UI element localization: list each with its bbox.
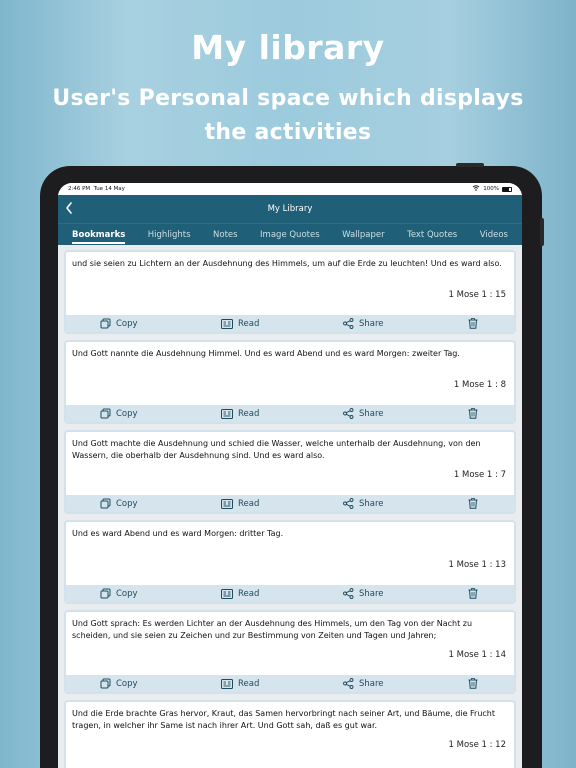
verse-text: Und Gott sprach: Es werden Lichter an der Ausdehnung des Himmels, um den Tag von der Nacht zu scheiden, und sie seien zu Zeichen und zur Bestimmung von Zeiten und Tagen und Jahren; <box>72 619 473 640</box>
read-icon <box>221 409 233 419</box>
hero-subtitle: User's Personal space which displays the activities <box>52 86 524 145</box>
status-time: 2:46 PM <box>68 186 91 192</box>
verse-reference: 1 Mose 1 : 15 <box>448 290 506 300</box>
trash-icon <box>468 498 478 509</box>
device-side-button <box>540 218 544 246</box>
copy-icon <box>100 498 111 509</box>
status-date: Tue 14 May <box>93 186 125 192</box>
bookmark-card <box>64 340 516 424</box>
back-chevron-icon[interactable] <box>64 200 78 218</box>
copy-button[interactable] <box>100 587 138 600</box>
trash-icon <box>468 588 478 599</box>
share-button[interactable] <box>343 317 384 330</box>
delete-button[interactable] <box>468 677 478 690</box>
tab-bookmarks[interactable]: Bookmarks <box>72 226 125 244</box>
copy-icon <box>100 678 111 689</box>
read-label: Read <box>238 318 260 329</box>
tab-videos[interactable]: Videos <box>479 229 508 240</box>
tab-wallpaper[interactable]: Wallpaper <box>342 229 385 240</box>
verse-reference: 1 Mose 1 : 8 <box>453 380 506 390</box>
verse-text: Und die Erde brachte Gras hervor, Kraut, das Samen hervorbringt nach seiner Art, und Bäume, die Frucht tragen, in welcher ihr Same ist nach ihrer Art. Und Gott sah, daß es gut war. <box>72 709 496 730</box>
read-label: Read <box>238 408 260 419</box>
share-icon <box>343 318 354 329</box>
share-label: Share <box>359 588 384 599</box>
read-icon <box>221 319 233 329</box>
bookmark-card <box>64 610 516 694</box>
read-icon <box>221 499 233 509</box>
share-icon <box>343 588 354 599</box>
nav-bar <box>58 195 522 223</box>
verse-reference: 1 Mose 1 : 13 <box>448 560 506 570</box>
bookmark-list <box>58 245 522 768</box>
verse-reference: 1 Mose 1 : 7 <box>453 470 506 480</box>
share-label: Share <box>359 408 384 419</box>
share-icon <box>343 408 354 419</box>
battery-percent: 100% <box>483 186 499 192</box>
read-icon <box>221 589 233 599</box>
share-label: Share <box>359 318 384 329</box>
share-icon <box>343 498 354 509</box>
copy-icon <box>100 318 111 329</box>
share-label: Share <box>359 678 384 689</box>
share-label: Share <box>359 498 384 509</box>
tab-notes[interactable]: Notes <box>213 229 238 240</box>
copy-label: Copy <box>116 318 138 329</box>
trash-icon <box>468 678 478 689</box>
copy-label: Copy <box>116 588 138 599</box>
wifi-icon <box>472 185 480 193</box>
verse-text: Und es ward Abend und es ward Morgen: dritter Tag. <box>72 529 284 538</box>
delete-button[interactable] <box>468 587 478 600</box>
tab-bar <box>58 223 522 245</box>
bookmark-card <box>64 250 516 334</box>
verse-text: Und Gott machte die Ausdehnung und schied die Wasser, welche unterhalb der Ausdehnung, von den Wassern, die oberhalb der Ausdehnung sind. Und es ward also. <box>72 439 481 460</box>
copy-label: Copy <box>116 408 138 419</box>
card-actions <box>66 405 514 422</box>
page-title: My Library <box>267 204 313 214</box>
copy-label: Copy <box>116 678 138 689</box>
app-screen <box>58 183 522 768</box>
read-label: Read <box>238 588 260 599</box>
tab-text-quotes[interactable]: Text Quotes <box>407 229 458 240</box>
delete-button[interactable] <box>468 407 478 420</box>
share-button[interactable] <box>343 677 384 690</box>
read-button[interactable] <box>221 677 259 690</box>
card-actions <box>66 315 514 332</box>
status-right <box>472 185 512 193</box>
trash-icon <box>468 318 478 329</box>
share-button[interactable] <box>343 407 384 420</box>
tab-highlights[interactable]: Highlights <box>147 229 191 240</box>
copy-icon <box>100 588 111 599</box>
status-left <box>68 186 125 192</box>
read-icon <box>221 679 233 689</box>
share-button[interactable] <box>343 587 384 600</box>
read-button[interactable] <box>221 587 259 600</box>
bookmark-card <box>64 700 516 768</box>
battery-icon <box>502 187 512 192</box>
share-button[interactable] <box>343 497 384 510</box>
card-actions <box>66 585 514 602</box>
read-button[interactable] <box>221 497 259 510</box>
copy-label: Copy <box>116 498 138 509</box>
delete-button[interactable] <box>468 317 478 330</box>
copy-button[interactable] <box>100 497 138 510</box>
read-label: Read <box>238 498 260 509</box>
verse-reference: 1 Mose 1 : 12 <box>448 740 506 750</box>
status-bar <box>58 183 522 195</box>
share-icon <box>343 678 354 689</box>
copy-button[interactable] <box>100 407 138 420</box>
bookmark-card <box>64 430 516 514</box>
copy-button[interactable] <box>100 317 138 330</box>
tab-image-quotes[interactable]: Image Quotes <box>260 229 320 240</box>
delete-button[interactable] <box>468 497 478 510</box>
verse-reference: 1 Mose 1 : 14 <box>448 650 506 660</box>
card-actions <box>66 495 514 512</box>
read-label: Read <box>238 678 260 689</box>
verse-text: Und Gott nannte die Ausdehnung Himmel. Und es ward Abend und es ward Morgen: zweiter Tag. <box>72 349 460 358</box>
verse-text: und sie seien zu Lichtern an der Ausdehnung des Himmels, um auf die Erde zu leuchten! Und es ward also. <box>72 259 502 268</box>
copy-button[interactable] <box>100 677 138 690</box>
device-top-button <box>456 163 484 167</box>
read-button[interactable] <box>221 407 259 420</box>
card-actions <box>66 675 514 692</box>
copy-icon <box>100 408 111 419</box>
read-button[interactable] <box>221 317 259 330</box>
bookmark-card <box>64 520 516 604</box>
hero-title: My library <box>191 28 385 67</box>
trash-icon <box>468 408 478 419</box>
